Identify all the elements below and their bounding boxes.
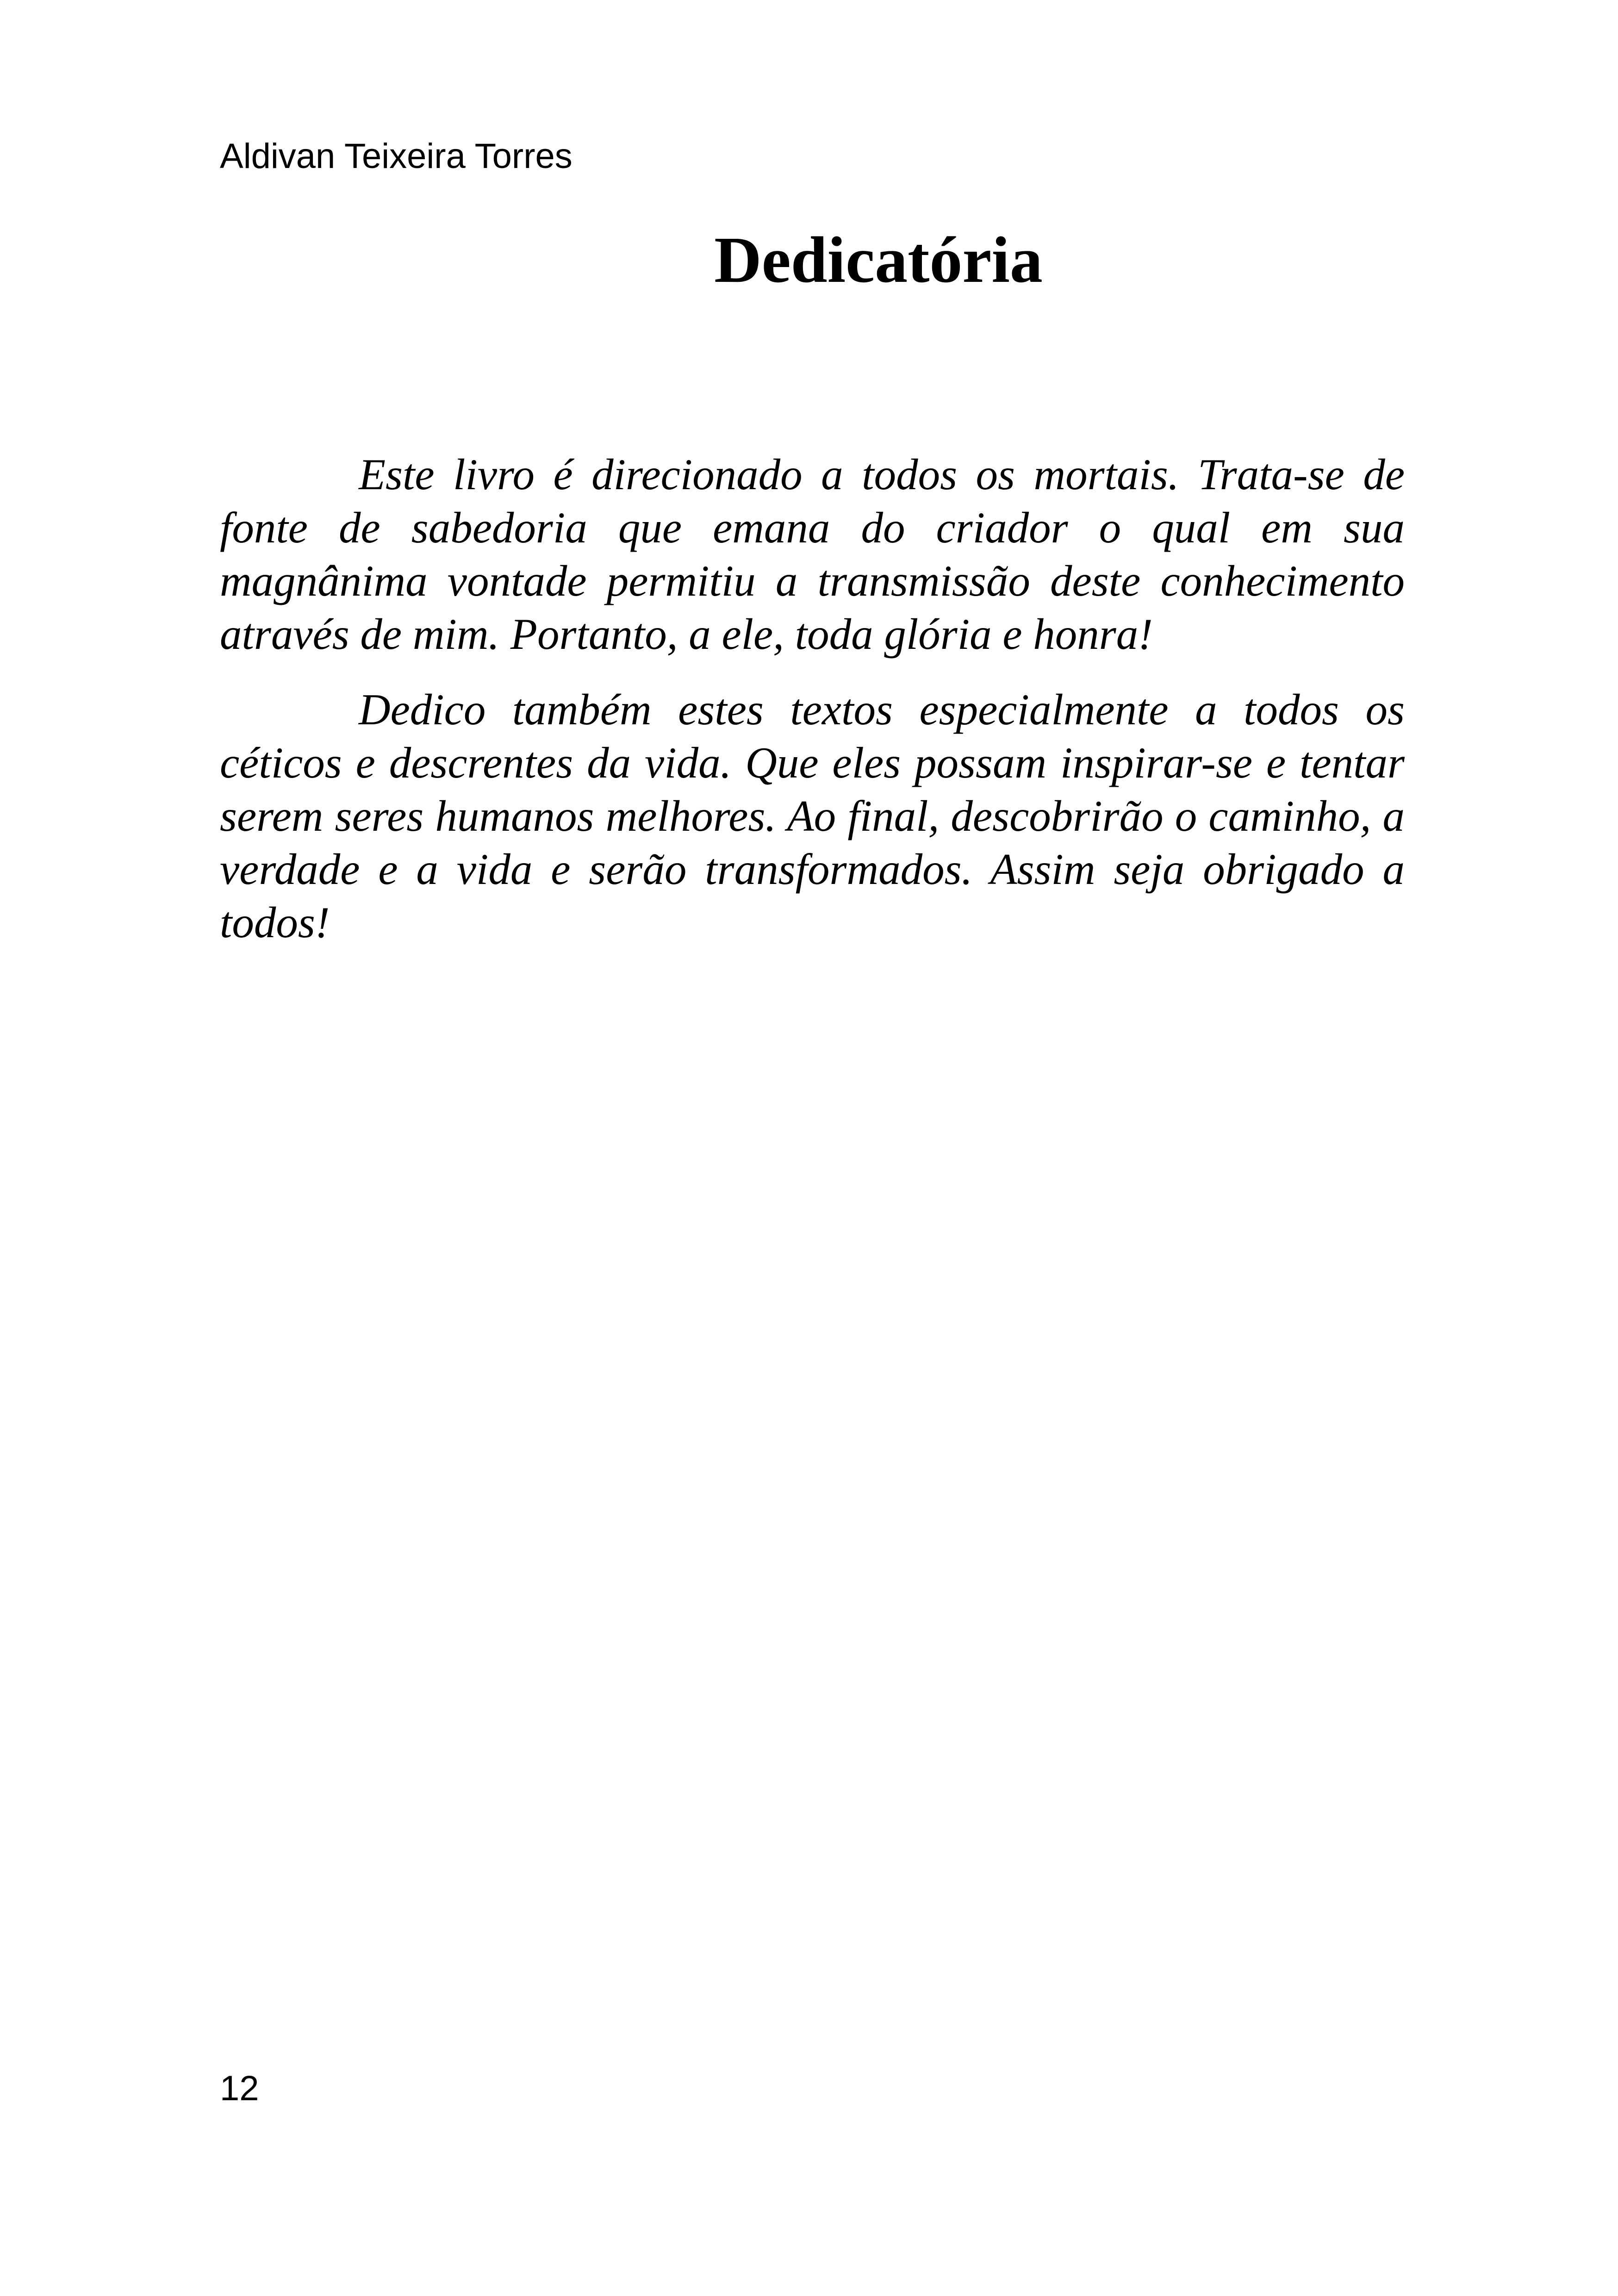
running-header-author: Aldivan Teixeira Torres [220, 137, 573, 176]
paragraph-1: Este livro é direcionado a todos os mortais. Trata-se de fonte de sabedoria que emana do criador o qual em sua magnânima vontade permitiu a transmissão deste conhecimento através de mim. Portanto, a ele, toda glória e honra! [220, 450, 1405, 659]
paragraph-2: Dedico também estes textos especialmente a todos os céticos e descrentes da vida. Que eles possam inspirar-se e tentar serem seres humanos melhores. Ao final, descobrirão o caminho, a verdade e a vida e serão transformados. Assim seja obrigado a todos! [220, 685, 1405, 947]
page-title: Dedicatória [714, 223, 1043, 296]
dedication-body [220, 448, 1405, 971]
page-number: 12 [220, 2069, 259, 2108]
